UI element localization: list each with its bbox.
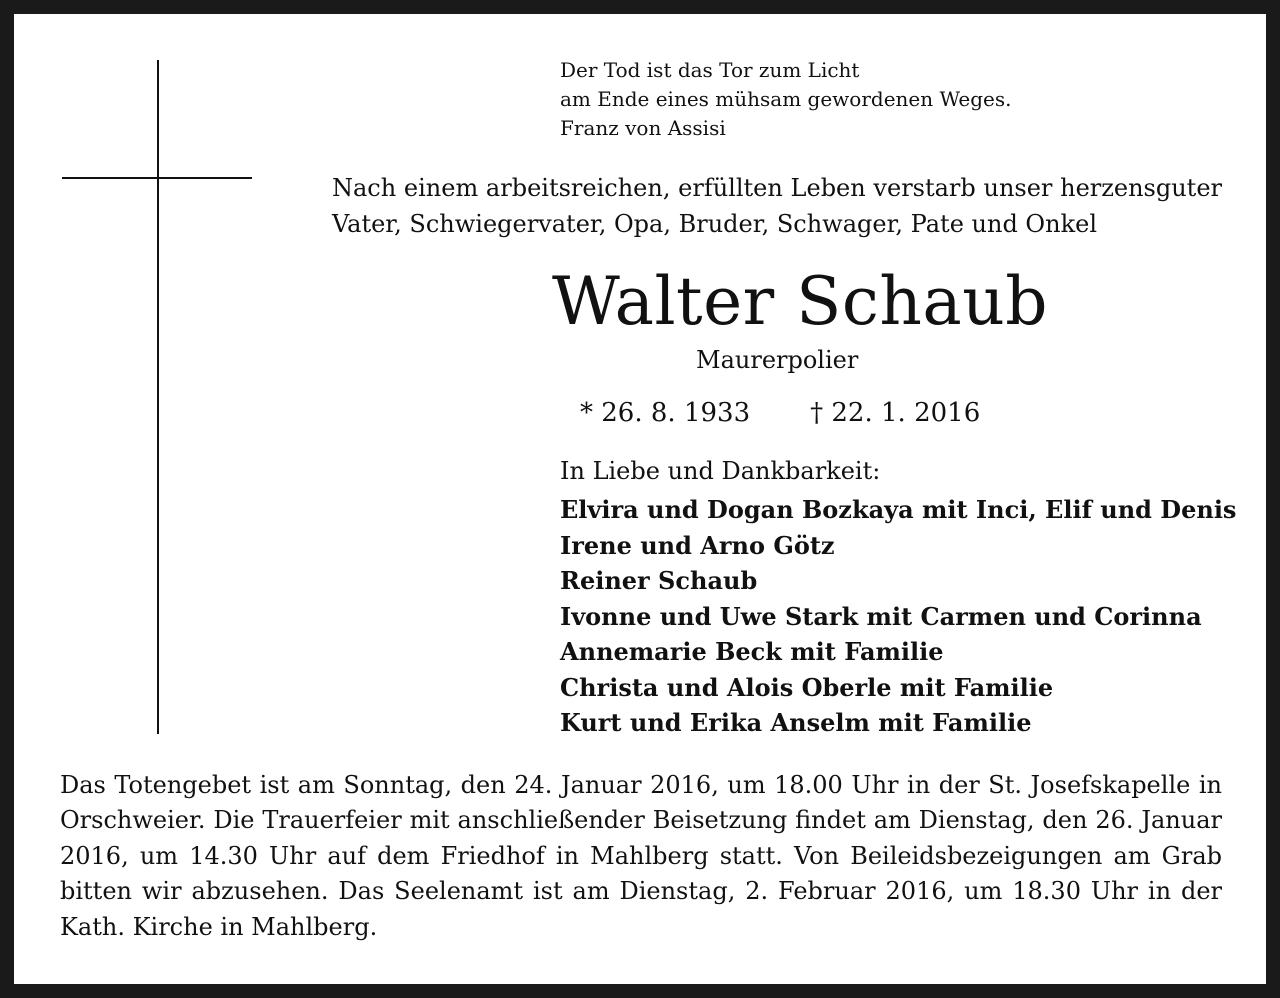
mourner-entry: Elvira und Dogan Bozkaya mit Inci, Elif und Denis xyxy=(560,495,1237,524)
death-date: † 22. 1. 2016 xyxy=(810,398,981,428)
obituary-notice xyxy=(14,14,1266,984)
details-line: Kath. Kirche in Mahlberg. xyxy=(60,912,378,941)
service-details xyxy=(60,768,1222,945)
deceased-name: Walter Schaub xyxy=(552,263,1048,340)
deceased-profession: Maurerpolier xyxy=(696,346,859,374)
quote-line: Der Tod ist das Tor zum Licht xyxy=(560,58,860,82)
life-dates xyxy=(580,396,980,430)
mourner-entry: Irene und Arno Götz xyxy=(560,530,835,560)
quote-block xyxy=(560,56,1012,143)
mourners-list xyxy=(560,492,1236,741)
mourners-heading: In Liebe und Dankbarkeit: xyxy=(560,457,881,485)
mourner-entry: Christa und Alois Oberle mit Familie xyxy=(560,672,1054,702)
mourner-entry: Ivonne und Uwe Stark mit Carmen und Corinna xyxy=(560,601,1202,631)
mourner-entry: Annemarie Beck mit Familie xyxy=(560,637,944,666)
birth-date: * 26. 8. 1933 xyxy=(580,398,751,428)
details-line: bitten wir abzusehen. Das Seelenamt ist am Dienstag, 2. Februar 2016, um 18.30 Uhr in der xyxy=(60,877,1222,906)
cross-vertical-bar xyxy=(157,60,159,734)
intro-text xyxy=(332,170,1222,242)
quote-line: am Ende eines mühsam gewordenen Weges. xyxy=(560,87,1012,111)
mourner-entry: Kurt und Erika Anselm mit Familie xyxy=(560,708,1032,737)
mourner-entry: Reiner Schaub xyxy=(560,566,758,595)
details-line: Orschweier. Die Trauerfeier mit anschließender Beisetzung findet am Dienstag, den 26. Januar xyxy=(60,806,1222,835)
details-line: Das Totengebet ist am Sonntag, den 24. Januar 2016, um 18.00 Uhr in der St. Josefskapelle in xyxy=(60,771,1222,799)
details-line: 2016, um 14.30 Uhr auf dem Friedhof in Mahlberg statt. Von Beileidsbezeigungen am Grab xyxy=(60,841,1222,870)
quote-author: Franz von Assisi xyxy=(560,116,726,140)
intro-line: Nach einem arbeitsreichen, erfüllten Leben verstarb unser herzensguter xyxy=(332,174,1222,202)
cross-horizontal-bar xyxy=(62,177,252,179)
intro-line: Vater, Schwiegervater, Opa, Bruder, Schwager, Pate und Onkel xyxy=(332,210,1097,238)
